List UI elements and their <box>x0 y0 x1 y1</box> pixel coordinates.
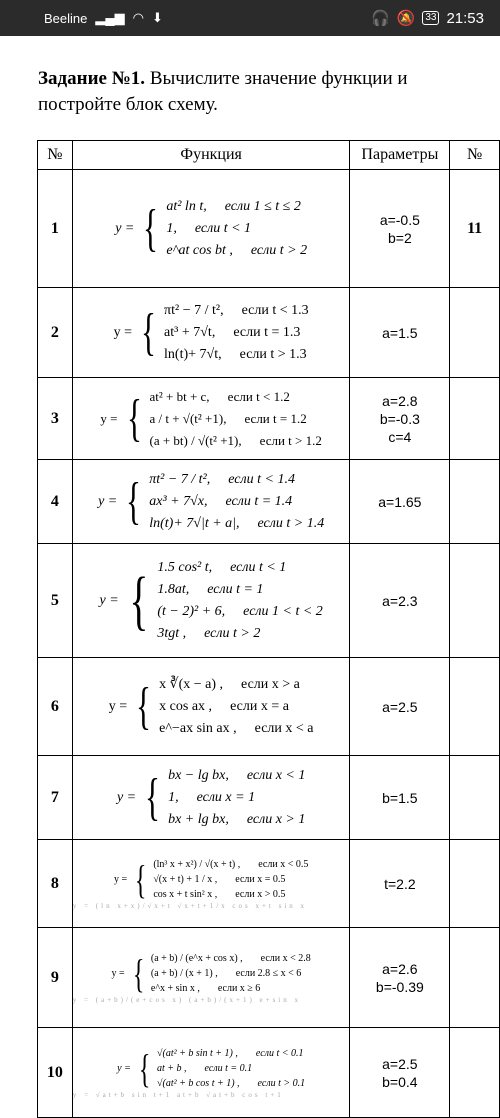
header-params: Параметры <box>350 141 450 170</box>
func-cond: если x > a <box>241 676 300 692</box>
func-cond: если t > 2 <box>204 625 261 641</box>
params-cell <box>350 1028 450 1118</box>
brace-icon: { <box>136 677 152 735</box>
func-line: x ∛(x − a) , <box>159 676 224 692</box>
param: b=1.5 <box>382 789 418 806</box>
func-cond: если t > 0.1 <box>257 1078 306 1089</box>
func-cond: если t < 0.1 <box>255 1048 304 1059</box>
func-line: at³ + 7√t, <box>164 324 216 340</box>
func-cond: если x = 0.5 <box>235 874 286 885</box>
row-number: 3 <box>38 378 73 460</box>
brace-icon: { <box>132 950 145 996</box>
func-line: 1.5 cos² t, <box>157 559 213 575</box>
ghost-duplicate-formula: y = (ln x+x)/√x+t √x+t+1/x cos x+t sin x <box>72 902 308 910</box>
func-cond: если 1 < t < 2 <box>243 603 323 619</box>
func-cond: если x < 0.5 <box>258 859 309 870</box>
params-cell <box>350 378 450 460</box>
func-cond: если 1 ≤ t ≤ 2 <box>224 198 301 214</box>
brace-icon: { <box>145 768 161 826</box>
param: c=4 <box>388 428 412 445</box>
row-number-2 <box>450 288 500 378</box>
func-cond: если t = 1 <box>207 581 264 597</box>
func-line: at² + bt + c, <box>149 388 210 404</box>
ghost-duplicate-formula: y = √at+b sin t+1 at+b √at+b cos t+1 <box>72 1091 284 1099</box>
ghost-duplicate-formula: y = (a+b)/(e+cos x) (a+b)/(x+1) e+sin x <box>72 996 301 1004</box>
func-line: ax³ + 7√x, <box>149 493 208 509</box>
row-number: 2 <box>38 288 73 378</box>
row-number: 5 <box>38 544 73 658</box>
row-number: 6 <box>38 658 73 756</box>
brace-icon: { <box>129 563 149 637</box>
params-cell <box>350 756 450 840</box>
row-number: 8 <box>38 840 73 928</box>
function-cell: y = { πt² − 7 / t², если t < 1.4 ax³ + 7√x, если t = 1.4 ln(t)+ 7√|t + a|, если t > 1.4 <box>72 460 350 544</box>
brace-icon: { <box>134 856 147 902</box>
params-cell <box>350 170 450 288</box>
func-cond: если t < 1.3 <box>241 302 309 318</box>
headphones-icon: 🎧 <box>370 10 390 27</box>
func-line: 1, <box>168 789 179 805</box>
func-cond: если x ≥ 6 <box>217 983 261 994</box>
table-row <box>38 1028 500 1118</box>
brace-icon: { <box>138 1045 151 1091</box>
function-cell: y = { 1.5 cos² t, если t < 1 1.8at, если t = 1 (t − 2)² + 6, если 1 < t < 2 3tgt , если t > 2 <box>72 544 350 658</box>
func-line: πt² − 7 / t², <box>164 302 224 318</box>
func-cond: если x = a <box>230 698 289 714</box>
func-line: (ln³ x + x²) / √(x + t) , <box>153 859 241 870</box>
param: b=0.4 <box>382 1073 418 1090</box>
table-row <box>38 658 500 756</box>
row-number-2 <box>450 928 500 1028</box>
row-number: 4 <box>38 460 73 544</box>
func-line: √(at² + b cos t + 1) , <box>157 1078 240 1089</box>
func-line: bx − lg bx, <box>168 767 229 783</box>
function-cell: y = { √(at² + b sin t + 1) , если t < 0.1 at + b , если t = 0.1 √(at² + b cos t + 1) , если t > 0.1 y = √at+b sin t+1 at+b √at+b cos t+1 <box>72 1028 350 1118</box>
battery-icon: 33 <box>422 11 439 25</box>
func-cond: если t = 0.1 <box>204 1063 253 1074</box>
task-title <box>38 66 478 118</box>
func-cond: если x < 1 <box>246 767 306 783</box>
param: a=2.5 <box>382 698 418 715</box>
table-row <box>38 928 500 1028</box>
row-number-2 <box>450 378 500 460</box>
function-cell: y = { (a + b) / (e^x + cos x) , если x < 2.8 (a + b) / (x + 1) , если 2.8 ≤ x < 6 e^x + sin x , если x ≥ 6 y = (a+b)/(e+cos x) (a+b)/(x+1) e+sin x <box>72 928 350 1028</box>
row-number-2 <box>450 840 500 928</box>
function-cell: y = { bx − lg bx, если x < 1 1, если x = 1 bx + lg bx, если x > 1 <box>72 756 350 840</box>
func-line: 3tgt , <box>157 625 187 641</box>
function-cell: y = { (ln³ x + x²) / √(x + t) , если x < 0.5 √(x + t) + 1 / x , если x = 0.5 cos x + t sin² x , если x > 0.5 y = (ln x+x)/√x+t √x+t+1/x cos x+t sin x <box>72 840 350 928</box>
func-line: cos x + t sin² x , <box>153 889 218 900</box>
func-line: √(x + t) + 1 / x , <box>153 874 218 885</box>
func-line: √(at² + b sin t + 1) , <box>157 1048 238 1059</box>
func-line: e^at cos bt , <box>166 242 233 258</box>
func-line: (a + b) / (e^x + cos x) , <box>150 953 243 964</box>
table-row <box>38 288 500 378</box>
download-icon: ⬇ <box>151 10 163 25</box>
func-cond: если t = 1.3 <box>233 324 301 340</box>
func-cond: если t < 1 <box>194 220 252 236</box>
table-row <box>38 840 500 928</box>
table-row <box>38 460 500 544</box>
func-cond: если t > 1.3 <box>239 346 307 362</box>
carrier-name: Beeline <box>44 10 88 26</box>
table-row <box>38 756 500 840</box>
func-line: x cos ax , <box>159 698 213 714</box>
func-cond: если t > 2 <box>250 242 308 258</box>
header-function: Функция <box>72 141 350 170</box>
param: b=2 <box>387 229 412 246</box>
param: b=-0.39 <box>375 978 424 995</box>
function-cell: y = { at² + bt + c, если t < 1.2 a / t + √(t² +1), если t = 1.2 (a + bt) / √(t² +1), если t > 1.2 <box>72 378 350 460</box>
func-line: πt² − 7 / t², <box>149 471 211 487</box>
func-line: at + b , <box>157 1063 187 1074</box>
func-cond: если t < 1.4 <box>228 471 295 487</box>
func-line: a / t + √(t² +1), <box>149 410 227 426</box>
table-header <box>38 141 500 170</box>
header-num2: № <box>450 141 500 170</box>
table-row <box>38 544 500 658</box>
param: a=2.8 <box>382 392 418 409</box>
brace-icon: { <box>143 199 159 257</box>
func-cond: если t = 1.2 <box>244 410 307 426</box>
param: t=2.2 <box>384 875 416 892</box>
row-number-2 <box>450 544 500 658</box>
func-cond: если t < 1 <box>230 559 287 575</box>
func-line: 1.8at, <box>157 581 190 597</box>
func-line: (t − 2)² + 6, <box>157 603 226 619</box>
param: a=-0.5 <box>379 211 420 228</box>
params-cell <box>350 544 450 658</box>
signal-icon: ▂▄▆ <box>95 10 125 25</box>
row-number: 1 <box>38 170 73 288</box>
param: b=-0.3 <box>379 410 420 427</box>
func-line: bx + lg bx, <box>168 811 229 827</box>
func-cond: если x > 1 <box>246 811 306 827</box>
row-number-2 <box>450 460 500 544</box>
params-cell <box>350 658 450 756</box>
function-cell: y = { πt² − 7 / t², если t < 1.3 at³ + 7√t, если t = 1.3 ln(t)+ 7√t, если t > 1.3 <box>72 288 350 378</box>
params-cell <box>350 288 450 378</box>
mute-icon: 🔕 <box>396 10 416 27</box>
param: a=2.6 <box>382 960 418 977</box>
func-cond: если x < a <box>254 720 314 736</box>
row-number-2 <box>450 756 500 840</box>
function-cell: y = { x ∛(x − a) , если x > a x cos ax , если x = a e^−ax sin ax , если x < a <box>72 658 350 756</box>
param: a=2.3 <box>382 592 418 609</box>
func-cond: если t < 1.2 <box>227 388 290 404</box>
func-line: 1, <box>166 220 177 236</box>
wifi-icon: ◠ <box>132 10 144 25</box>
func-line: (a + b) / (x + 1) , <box>150 968 218 979</box>
func-line: e^x + sin x , <box>150 983 200 994</box>
function-cell: y = { at² ln t, если 1 ≤ t ≤ 2 1, если t < 1 e^at cos bt , если t > 2 <box>72 170 350 288</box>
header-num: № <box>38 141 73 170</box>
row-number: 7 <box>38 756 73 840</box>
param: a=2.5 <box>382 1055 418 1072</box>
func-line: (a + bt) / √(t² +1), <box>149 432 242 448</box>
func-cond: если x > 0.5 <box>235 889 286 900</box>
func-cond: если t = 1.4 <box>225 493 293 509</box>
row-number-2: 11 <box>450 170 500 288</box>
brace-icon: { <box>126 472 142 530</box>
functions-table <box>37 140 500 1118</box>
task-title-bold: Задание №1. <box>38 68 146 89</box>
row-number-2 <box>450 1028 500 1118</box>
params-cell <box>350 928 450 1028</box>
table-row <box>38 170 500 288</box>
param: a=1.5 <box>382 324 418 341</box>
brace-icon: { <box>126 389 142 447</box>
task-title-text: Вычислите значение функции и постройте блок схему. <box>38 68 408 115</box>
clock: 21:53 <box>446 9 484 27</box>
row-number: 9 <box>38 928 73 1028</box>
func-line: at² ln t, <box>166 198 207 214</box>
func-line: ln(t)+ 7√t, <box>164 346 222 362</box>
table-row <box>38 378 500 460</box>
row-number-2 <box>450 658 500 756</box>
func-line: e^−ax sin ax , <box>159 720 237 736</box>
func-cond: если t > 1.4 <box>257 515 325 531</box>
params-cell <box>350 840 450 928</box>
func-line: ln(t)+ 7√|t + a|, <box>149 515 240 531</box>
params-cell <box>350 460 450 544</box>
func-cond: если 2.8 ≤ x < 6 <box>235 968 302 979</box>
brace-icon: { <box>141 303 157 361</box>
row-number: 10 <box>38 1028 73 1118</box>
func-cond: если t > 1.2 <box>259 432 322 448</box>
status-bar <box>0 0 500 36</box>
func-cond: если x = 1 <box>196 789 256 805</box>
param: a=1.65 <box>378 493 422 510</box>
func-cond: если x < 2.8 <box>260 953 311 964</box>
